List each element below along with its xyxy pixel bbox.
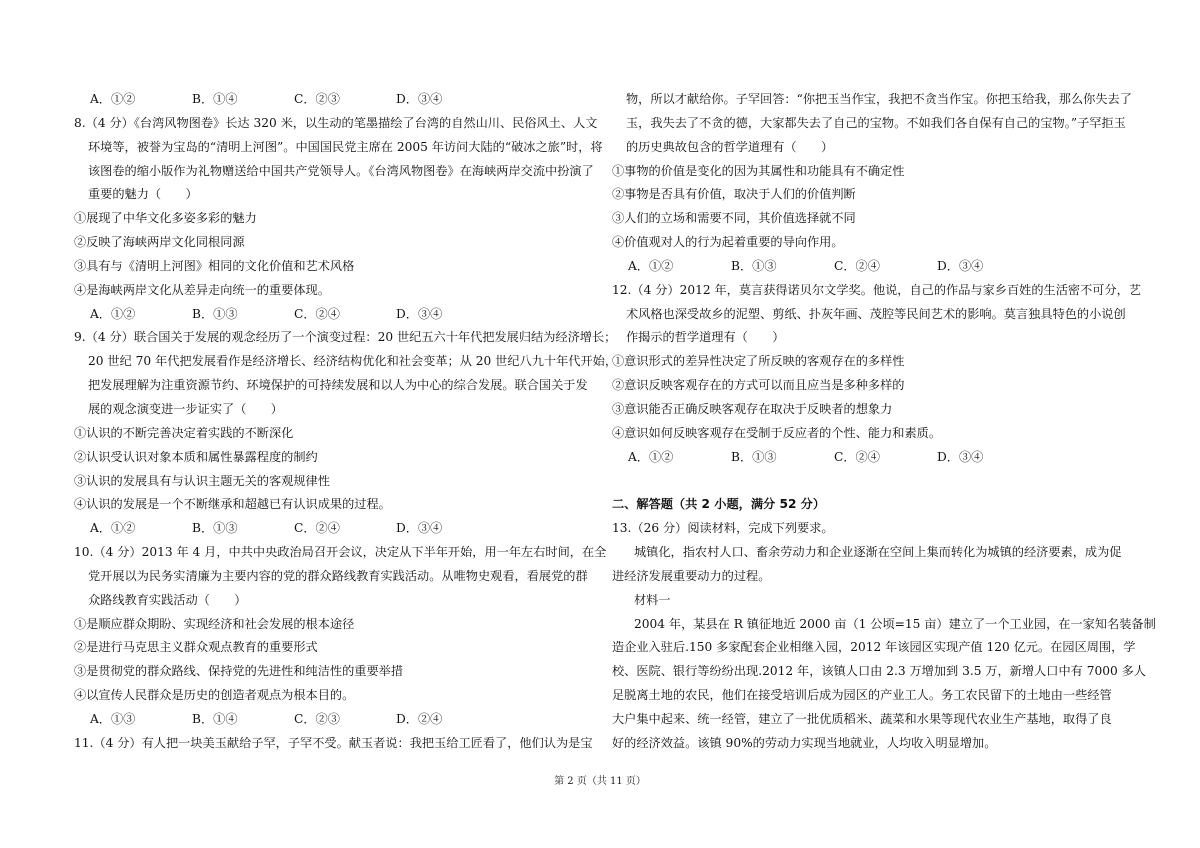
question-10 [74, 541, 607, 732]
statement-item: ①意识形式的差异性决定了所反映的客观存在的多样性 [612, 354, 905, 369]
q9-options [74, 517, 604, 541]
statement-item: ④以宣传人民群众是历史的创造者观点为根本目的。 [74, 688, 355, 703]
question-text: 玉，我失去了不贪的德，大家都失去了自己的宝物。不如我们各自保有自己的宝物。”子罕拒玉 [626, 115, 1126, 130]
intro-text: 进经济发展重要动力的过程。 [612, 568, 771, 583]
option-d: D．②④ [396, 711, 443, 726]
question-12 [612, 279, 1142, 470]
page-footer: 第 2 页（共 11 页） [554, 776, 646, 787]
question-text: 8.（4 分）《台湾风物图卷》长达 320 米，以生动的笔墨描绘了台湾的自然山川、民俗风土、人文 [74, 115, 598, 130]
statement-item: ④认识的发展是一个不断继承和超越已有认识成果的过程。 [74, 497, 391, 512]
option-a: A．①② [628, 449, 674, 464]
question-text: 12.（4 分）2012 年，莫言获得诺贝尔文学奖。他说，自己的作品与家乡百姓的生活密不可分，艺 [612, 282, 1142, 297]
option-c: C．②④ [834, 258, 880, 273]
statement-item: ③认识的发展具有与认识主题无关的客观规律性 [74, 473, 330, 488]
option-d: D．③④ [396, 306, 443, 321]
option-b: B．①③ [192, 521, 238, 536]
option-d: D．③④ [937, 449, 984, 464]
statement-item: ④意识如何反映客观存在受制于反应者的个性、能力和素质。 [612, 425, 942, 440]
question-text: 作揭示的哲学道理有（ ） [626, 330, 785, 345]
option-c: C．②④ [294, 306, 340, 321]
material-text: 大户集中起来、统一经管，建立了一批优质稻米、蔬菜和水果等现代农业生产基地，取得了良 [612, 711, 1112, 726]
option-a: A．①② [628, 258, 674, 273]
left-column [74, 88, 618, 756]
question-text: 环境等，被誉为宝岛的“清明上河图”。中国国民党主席在 2005 年访问大陆的“破冰之旅”时，将 [88, 139, 603, 154]
section-heading: 二、解答题（共 2 小题，满分 52 分） [612, 497, 826, 512]
material-text: 足脱离土地的农民，他们在接受培训后成为园区的产业工人。务工农民留下的土地由一些经管 [612, 688, 1112, 703]
question-text: 把发展理解为注重资源节约、环境保护的可持续发展和以人为中心的综合发展。联合国关于发 [88, 378, 588, 393]
statement-item: ③是贯彻党的群众路线、保持党的先进性和纯洁性的重要举措 [74, 664, 404, 679]
material-text: 2004 年，某县在 R 镇征地近 2000 亩（1 公顷=15 亩）建立了一个工业园，在一家知名装备制 [634, 616, 1156, 631]
statement-item: ③具有与《清明上河图》相同的文化价值和艺术风格 [74, 258, 355, 273]
intro-text: 城镇化，指农村人口、畜余劳动力和企业逐渐在空间上集而转化为城镇的经济要素，成为促 [634, 545, 1122, 560]
q8-options [74, 303, 604, 327]
statement-item: ①事物的价值是变化的因为其属性和功能具有不确定性 [612, 163, 905, 178]
statement-item: ①展现了中华文化多姿多彩的魅力 [74, 211, 257, 226]
statement-item: ②认识受认识对象本质和属性暴露程度的制约 [74, 449, 318, 464]
statement-item: ③意识能否正确反映客观存在取决于反映者的想象力 [612, 401, 893, 416]
statement-item: ②反映了海峡两岸文化同根同源 [74, 235, 245, 250]
question-text: 众路线教育实践活动（ ） [88, 592, 247, 607]
material-text: 造企业入驻后.150 多家配套企业相继入园，2012 年该园区实现产值 120 亿元。在园区周围，学 [612, 640, 1136, 655]
material-text: 好的经济效益。该镇 90%的劳动力实现当地就业，人均收入明显增加。 [612, 735, 997, 750]
question-text: 物，所以才献给你。子罕回答：“你把玉当作宝，我把不贪当作宝。你把玉给我，那么你失去了 [626, 92, 1132, 106]
option-b: B．①③ [731, 258, 777, 273]
statement-item: ④价值观对人的行为起着重要的导向作用。 [612, 235, 844, 250]
option-c: C．②③ [294, 92, 340, 106]
option-b: B．①③ [192, 306, 238, 321]
question-11-start: 11.（4 分）有人把一块美玉献给子罕，子罕不受。献玉者说：我把玉给工匠看了，他们认为是宝 [74, 735, 593, 750]
option-d: D．③④ [937, 258, 984, 273]
question-13 [612, 517, 1156, 755]
option-d: D．③④ [396, 92, 443, 106]
q10-options [74, 708, 604, 732]
option-b: B．①④ [192, 92, 238, 106]
statement-item: ②是进行马克思主义群众观点教育的重要形式 [74, 640, 318, 655]
statement-item: ②事物是否具有价值，取决于人们的价值判断 [612, 187, 856, 202]
q11-options [612, 255, 1142, 279]
question-title: 13.（26 分）阅读材料，完成下列要求。 [612, 521, 834, 536]
option-d: D．③④ [396, 521, 443, 536]
right-column [612, 88, 1156, 756]
option-b: B．①③ [731, 449, 777, 464]
question-text: 9.（4 分）联合国关于发展的观念经历了一个演变过程：20 世纪五六十年代把发展归结为经济增长； [74, 330, 617, 345]
statement-item: ①认识的不断完善决定着实践的不断深化 [74, 425, 294, 440]
question-text: 的历史典故包含的哲学道理有（ ） [626, 139, 834, 154]
question-text: 20 世纪 70 年代把发展看作是经济增长、经济结构优化和社会变革；从 20 世纪八九十年代开始， [88, 354, 618, 369]
option-a: A．①② [90, 92, 136, 106]
q12-options [612, 446, 1142, 470]
option-c: C．②④ [294, 521, 340, 536]
option-b: B．①④ [192, 711, 238, 726]
option-c: C．②③ [294, 711, 340, 726]
question-text: 展的观念演变进一步证实了（ ） [88, 401, 283, 416]
option-a: A．①② [90, 521, 136, 536]
question-text: 术风格也深受故乡的泥塑、剪纸、扑灰年画、茂腔等民间艺术的影响。莫言独具特色的小说创 [626, 306, 1126, 321]
statement-item: ①是顺应群众期盼、实现经济和社会发展的根本途径 [74, 616, 355, 631]
question-text: 重要的魅力（ ） [88, 187, 198, 202]
option-a: A．①③ [90, 711, 136, 726]
material-text: 校、医院、银行等纷纷出现.2012 年，该镇人口由 2.3 万增加到 3.5 万，新增人口中有 7000 多人 [612, 664, 1146, 679]
material-label: 材料一 [634, 592, 671, 607]
question-11-continued [612, 88, 1142, 279]
question-text: 该图卷的缩小版作为礼物赠送给中国共产党领导人。《台湾风物图卷》在海峡两岸交流中扮演了 [88, 163, 594, 178]
option-c: C．②④ [834, 449, 880, 464]
question-text: 10.（4 分）2013 年 4 月，中共中央政治局召开会议，决定从下半年开始，用一年左右时间，在全 [74, 545, 607, 560]
question-text: 党开展以为民务实清廉为主要内容的党的群众路线教育实践活动。从唯物史观看，看展党的群 [88, 568, 588, 583]
question-8 [74, 112, 604, 327]
question-9 [74, 326, 618, 541]
option-a: A．①② [90, 306, 136, 321]
q7-options [74, 88, 604, 112]
statement-item: ③人们的立场和需要不同，其价值选择就不同 [612, 211, 856, 226]
statement-item: ④是海峡两岸文化从差异走向统一的重要体现。 [74, 282, 330, 297]
section-spacer [612, 470, 1142, 494]
statement-item: ②意识反映客观存在的方式可以而且应当是多种多样的 [612, 378, 905, 393]
